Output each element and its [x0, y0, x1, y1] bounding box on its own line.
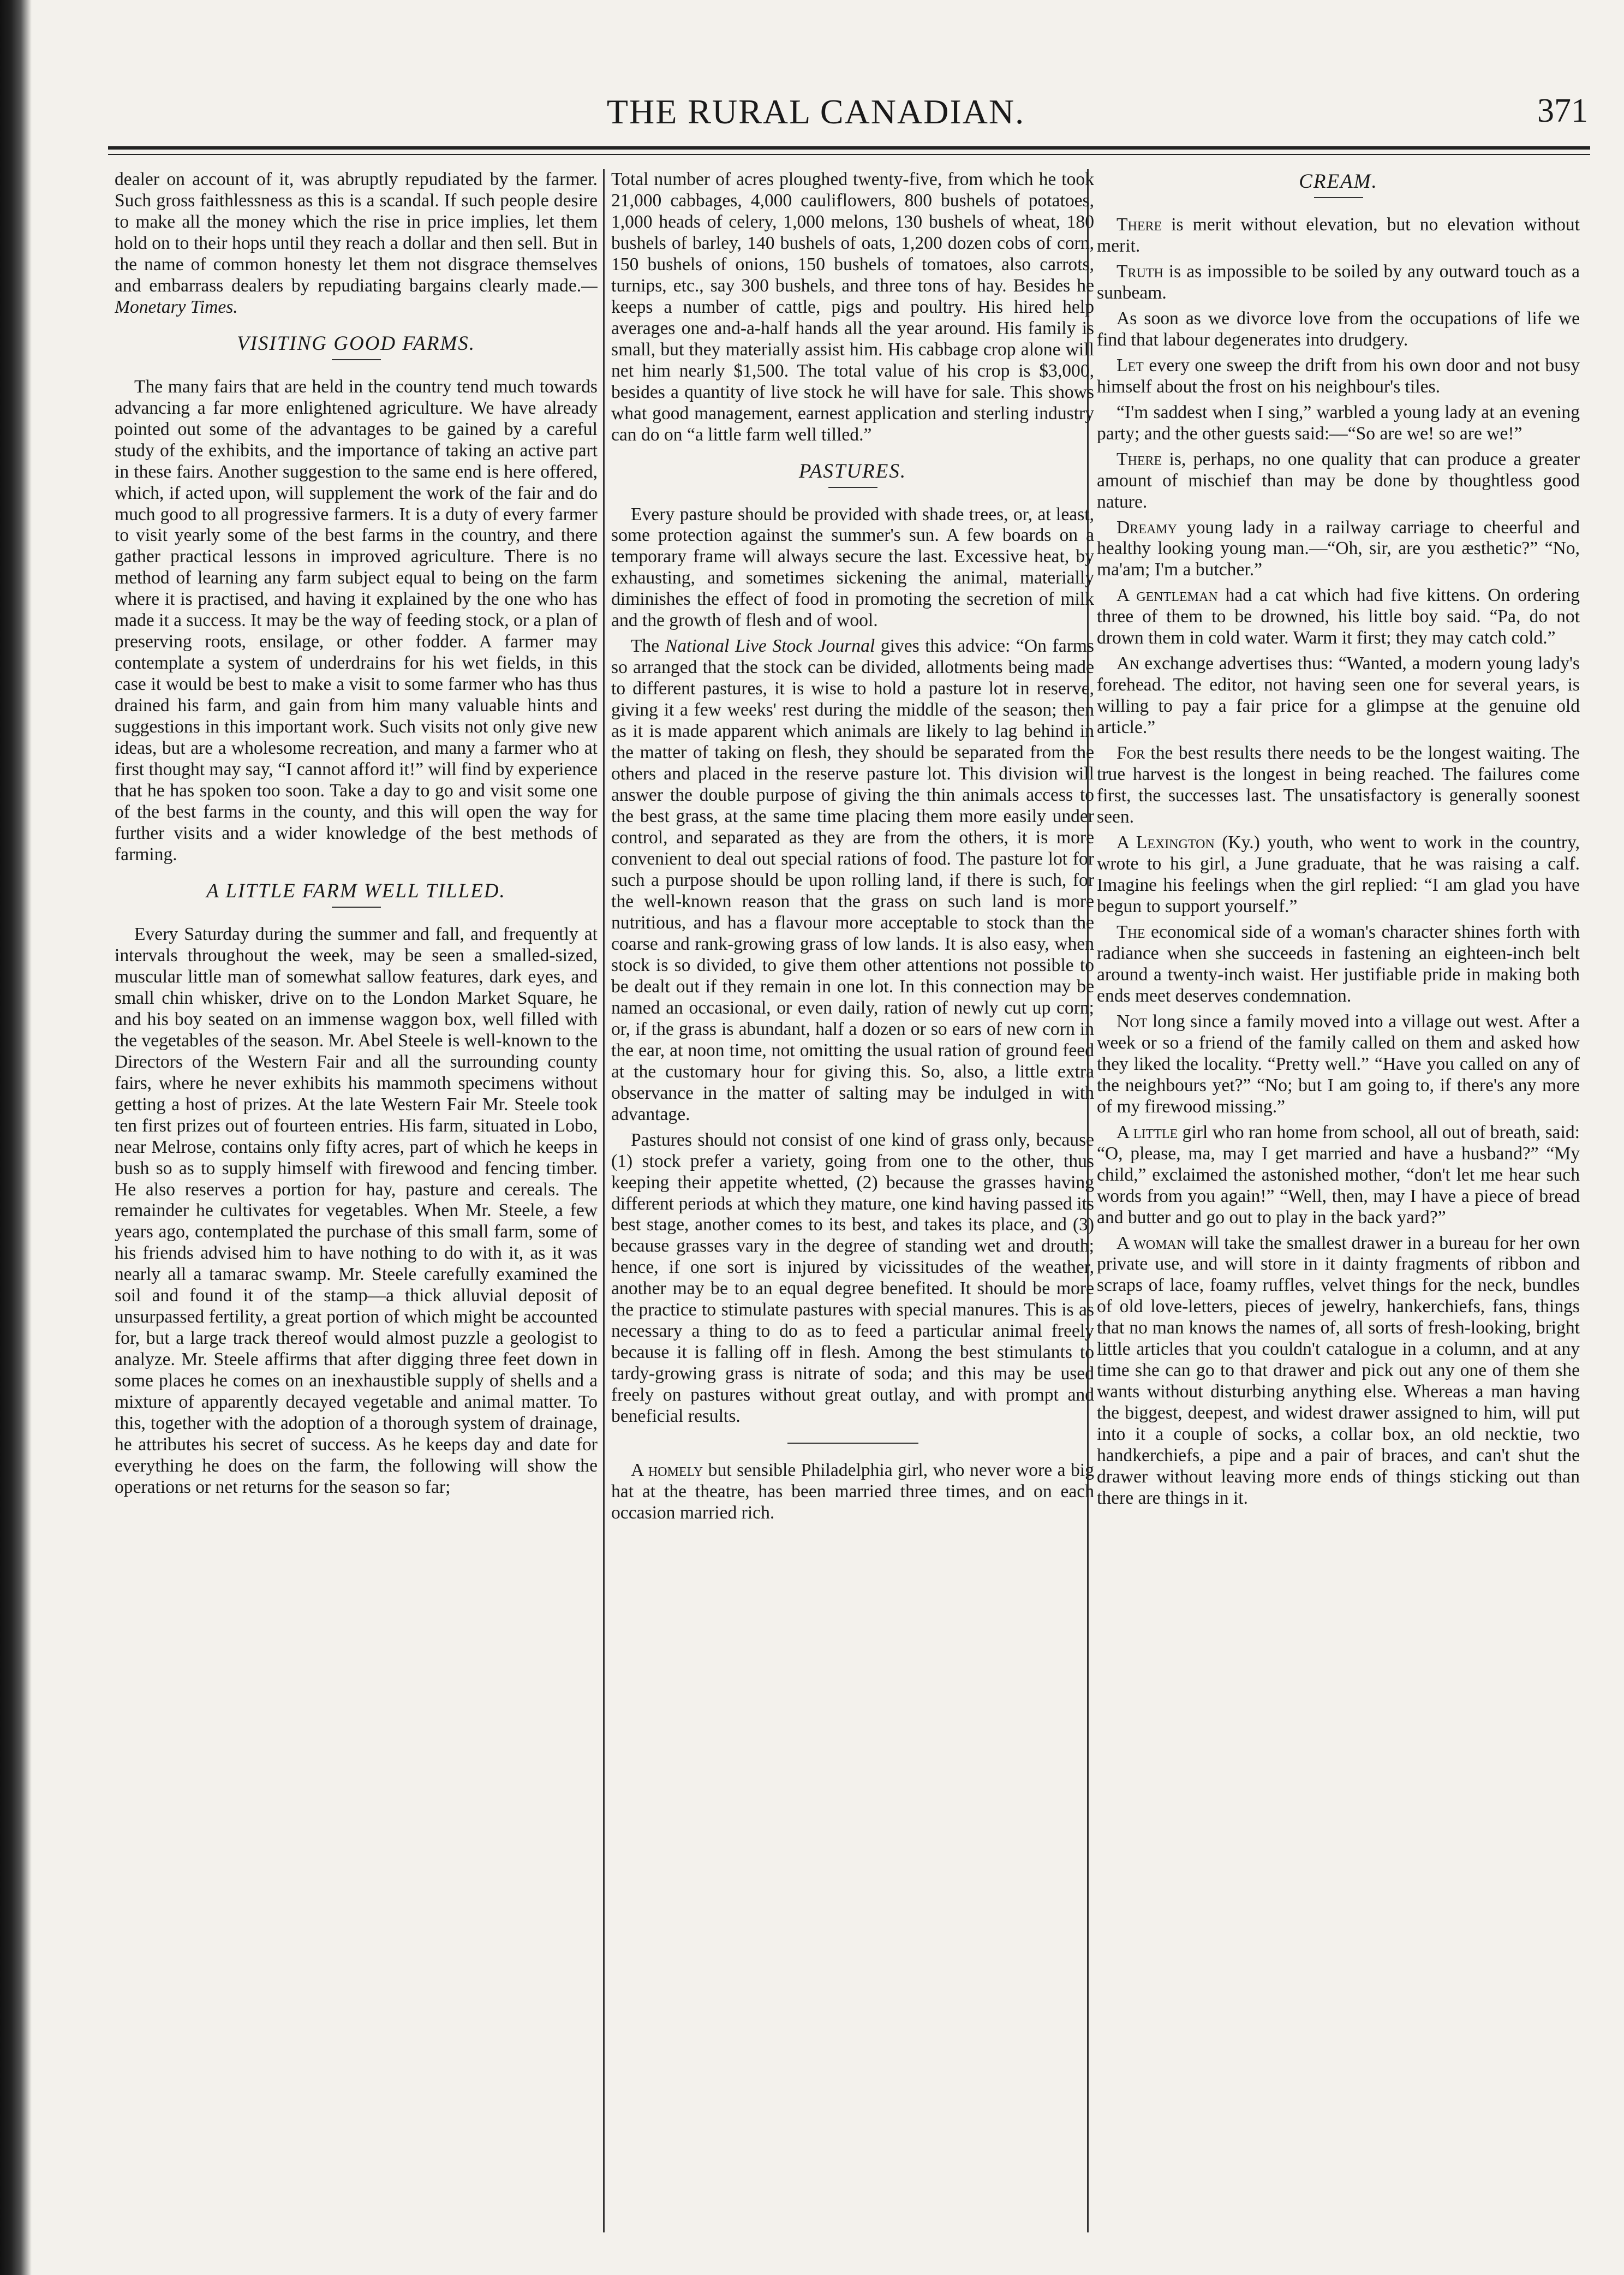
article-paragraph: Every Saturday during the summer and fall, and frequently at intervals throughout the week, may be seen a smalled-sized, muscular little man of somewhat sallow features, dark eyes, and small chin whisker, drive on to the London Market Square, he and his boy seated on an immense waggon box, well filled with the vegetables of the season. Mr. Abel Steele is well-known to the Directors of the Western Fair and all the surrounding county fairs, where he never exhibits his mammoth specimens without getting a host of prizes. At the late Western Fair Mr. Steele took ten first prizes out of fourteen entries. His farm, situated in Lobo, near Melrose, contains only fifty acres, part of which he keeps in bush so as to supply himself with firewood and fencing timber. He also reserves a portion for hay, pasture and cereals. The remainder he cultivates for vegetables. When Mr. Steele, a few years ago, contemplated the purchase of this small farm, some of his friends advised him to have nothing to do with it, as it was nearly all a tamarac swamp. Mr. Steele carefully examined the soil and found it of the stamp—a thick alluvial deposit of unsurpassed fertility, a great portion of which might be accounted for, but a large track thereof would almost puzzle a geologist to analyze. Mr. Steele affirms that after digging three feet down in some places he comes on an inexhaustible supply of shells and a mixture of apparently decayed vegetable and animal matter. To this, together with the adoption of a thorough system of drainage, he attributes his secret of success. As he keeps day and date for everything he does on the farm, the following will show the operations or net returns for the season so far;: [115, 924, 598, 1498]
lead-word: A homely: [631, 1460, 703, 1481]
paragraph-text: but sensible Philadelphia girl, who never wore a big hat at the theatre, has been married three times, and on each occasion married rich.: [611, 1460, 1094, 1523]
heading-rule: [1314, 197, 1363, 198]
cream-item: [1097, 653, 1580, 739]
paragraph-text: gives this advice: “On farms so arranged that the stock can be divided, allotments being made to different pastures, it is wise to hold a pasture lot in reserve, giving it a few weeks' rest during the middle of the season; then as it is made apparent which animals are likely to lag behind in the matter of taking on flesh, they should be separated from the others and placed in the reserve pasture lot. This division will answer the double purpose of giving the thin animals access to the best grass, at the same time placing them more easily under control, and separated as they are from the others, it is more convenient to deal out special rations of food. The pasture lot for such a purpose should be upon rolling land, if there is such, for the well-known reason that the grass on such land is more nutritious, and has a flavour more acceptable to stock than the coarse and rank-growing grass of low lands. It is also easy, when stock is so divided, to give them other attentions not possible to be dealt out if they remain in one lot. In this connection may be named an occasional, or even daily, ration of newly cut up corn; or, if the grass is abundant, half a dozen or so ears of new corn in the ear, at noon time, not omitting the usual ration of ground feed at the customary hour for giving this. So, also, a little extra observance in the matter of salting may be indulged in with advantage.: [611, 636, 1094, 1124]
lead-word: A woman: [1116, 1232, 1186, 1253]
cream-item: [1097, 1122, 1580, 1229]
lead-word: There: [1116, 214, 1162, 235]
cream-item: [1097, 449, 1580, 513]
lead-word: Dreamy: [1116, 517, 1177, 538]
heading-rule: [332, 907, 381, 908]
lead-word: The: [1116, 921, 1145, 942]
cream-item: [1097, 402, 1580, 445]
paragraph-text: “I'm saddest when I sing,” warbled a young lady at an evening party; and the other guests said:—“So are we! so are we!”: [1097, 402, 1580, 444]
section-rule: [787, 1443, 918, 1444]
article-paragraph: The many fairs that are held in the country tend much towards advancing a far more enlightened agriculture. We have already pointed out some of the advantages to be gained by a careful study of the exhibits, and the importance of taking an active part in these fairs. Another suggestion to the same end is here offered, which, if acted upon, will supplement the work of the fair and do much good to all progressive farmers. It is a duty of every farmer to visit yearly some of the best farms in the country, and there gather practical lessons in improved agriculture. There is no method of learning any farm subject equal to being on the farm where it is practised, and having it explained by the one who has made it a success. It may be the way of feeding stock, or a plan of preserving roots, ensilage, or other fodder. A farmer may contemplate a system of underdrains for his wet fields, in this case it would be best to make a visit to some farmer who has thus drained his farm, and gain from him many valuable hints and suggestions in this important work. Such visits not only give new ideas, but are a wholesome recreation, and many a farmer who at first thought may say, “I cannot afford it!” will find by experience that he has spoken too soon. Take a day to go and visit some one of the best farms in the county, and this will open the way for further visits and a wider knowledge of the best methods of farming.: [115, 376, 598, 865]
paragraph-text: long since a family moved into a village out west. After a week or so a friend of the family called on them and asked how they liked the locality. “Pretty well.” “Have you called on any of the neighbours yet?” “No; but I am going to, if there's any more of my firewood missing.”: [1097, 1011, 1580, 1117]
article-paragraph: [611, 636, 1094, 1125]
cream-items: [1097, 215, 1580, 1509]
scan-binding-edge: [0, 0, 32, 2275]
cream-item: [1097, 1011, 1580, 1118]
cream-item: [1097, 743, 1580, 828]
lead-word: For: [1116, 743, 1145, 764]
article-paragraph: [115, 169, 598, 318]
cream-item: [1097, 215, 1580, 257]
paragraph-text: (Ky.) youth, who went to work in the country, wrote to his girl, a June graduate, that he was raising a calf. Imagine his feelings when the girl replied: “I am glad you have begun to support yourself.”: [1097, 832, 1580, 916]
heading-visiting-good-farms: VISITING GOOD FARMS.: [236, 332, 476, 355]
lead-word: A little: [1116, 1122, 1178, 1142]
cream-item: [1097, 261, 1580, 304]
paragraph-text: girl who ran home from school, all out of breath, said: “O, please, ma, may I get married and have a husband?” “My child,” exclaimed the astonished mother, “don't let me hear such words from you again!” “Well, then, may I have a piece of bread and butter and go out to play in the back yard?”: [1097, 1122, 1580, 1228]
paragraph-text: is as impossible to be soiled by any outward touch as a sunbeam.: [1097, 261, 1580, 303]
lead-word: Not: [1116, 1011, 1148, 1032]
article-paragraph: [611, 1460, 1094, 1524]
journal-title: National Live Stock Journal: [665, 636, 875, 657]
cream-item: [1097, 1233, 1580, 1510]
column-2: [611, 169, 1094, 1528]
paragraph-text: had a cat which had five kittens. On ordering three of them to be drowned, his little boy said. “Pa, do not drown them in cold water. Warm it first; they may catch cold.”: [1097, 585, 1580, 648]
heading-rule: [332, 359, 381, 360]
paragraph-text: is merit without elevation, but no elevation without merit.: [1097, 214, 1580, 256]
paragraph-text: will take the smallest drawer in a bureau for her own private use, and will store in it dainty fragments of ribbon and scraps of lace, foamy ruffles, velvet things for the neck, bundles of old love-letters, pieces of jewelry, hankerchiefs, fans, things that no man knows the names of, all sorts of fresh-looking, bright little articles that you couldn't catalogue in a column, and at any time she can go to that drawer and pick out any one of them she wants without disturbing anything else. Whereas a man having the biggest, deepest, and widest drawer assigned to him, will put into it a couple of socks, a collar box, an old necktie, two handkerchiefs, a pipe and a pair of braces, and can't shut the drawer without leaving more ends of things sticking out than there are things in it.: [1097, 1232, 1580, 1509]
lead-word: A gentleman: [1116, 585, 1218, 606]
column-1: [115, 169, 598, 1503]
source-credit: —Monetary Times.: [115, 275, 598, 317]
header-rule: [108, 146, 1590, 150]
lead-word: There: [1116, 449, 1162, 469]
cream-item: [1097, 355, 1580, 398]
lead-word: Let: [1116, 355, 1144, 376]
article-paragraph: Every pasture should be provided with shade trees, or, at least, some protection against the summer's sun. A few boards on a temporary frame will always secure the last. Excessive heat, by exhausting, and sometimes sickening the animal, materially diminishes the effect of food in promoting the secretion of milk and the growth of flesh and of wool.: [611, 504, 1094, 631]
article-paragraph: Total number of acres ploughed twenty-five, from which he took 21,000 cabbages, 4,000 cauliflowers, 800 bushels of potatoes, 1,000 heads of celery, 1,000 melons, 130 bushels of wheat, 180 bushels of barley, 140 bushels of oats, 1,200 dozen cobs of corn, 150 bushels of onions, 150 bushels of tomatoes, also carrots, turnips, etc., say 300 bushels, and three tons of hay. Besides he keeps a number of cattle, pigs and poultry. His hired help averages one and-a-half hands all the year around. His family is small, but they materially assist him. His cabbage crop alone will net him nearly $1,500. The total value of his crop is $3,000, besides a quantity of live stock he will have for sale. This shows what good management, earnest application and sterling industry can do on “a little farm well tilled.”: [611, 169, 1094, 445]
paragraph-text: dealer on account of it, was abruptly repudiated by the farmer. Such gross faithlessness as this is a scandal. If such people desire to make all the money which the rise in price implies, let them hold on to their hops until they reach a dollar and then sell. But in the name of common honesty let them not disgrace themselves and embarrass dealers by repudiating bargains clearly made.: [115, 169, 598, 296]
heading-pastures: PASTURES.: [798, 460, 907, 483]
lead-word: An: [1116, 653, 1139, 674]
cream-item: [1097, 517, 1580, 581]
cream-item: [1097, 585, 1580, 649]
paragraph-text: economical side of a woman's character shines forth with radiance when she succeeds in fastening an eighteen-inch belt around a twenty-inch waist. Her justifiable pride in making both ends meet deserves condemnation.: [1097, 921, 1580, 1006]
column-divider: [603, 169, 605, 2232]
paragraph-text: every one sweep the drift from his own door and not busy himself about the frost on his neighbour's tiles.: [1097, 355, 1580, 397]
paragraph-text: young lady in a railway carriage to cheerful and healthy looking young man.—“Oh, sir, are you æsthetic?” “No, ma'am; I'm a butcher.”: [1097, 517, 1580, 580]
article-paragraph: Pastures should not consist of one kind of grass only, because (1) stock prefer a variety, going from one to the other, thus keeping their appetite whetted, (2) because the grasses having different periods at which they mature, one kind having passed its best stage, another comes to its best, and takes its place, and (3) because grasses vary in the degree of standing wet and drouth; hence, if one sort is injured by vicissitudes of the weather, another may be to an equal degree benefited. It should be more the practice to stimulate pastures with special manures. This is as necessary a thing to do as to feed a particular animal freely because it is falling off in flesh. Among the best stimulants to tardy-growing grass is nitrate of soda; and this may be used freely on pastures without great outlay, and with prompt and beneficial results.: [611, 1129, 1094, 1427]
lead-word: A Lexington: [1116, 832, 1215, 853]
header-rule-thin: [108, 154, 1590, 155]
page-header: [44, 92, 1588, 152]
running-title: THE RURAL CANADIAN.: [606, 92, 1025, 131]
cream-item: [1097, 922, 1580, 1007]
cream-item: [1097, 308, 1580, 351]
lead-word: Truth: [1116, 261, 1163, 282]
page-number: 371: [1537, 92, 1588, 129]
paragraph-text: is, perhaps, no one quality that can produce a greater amount of mischief than may be done by thoughtless good nature.: [1097, 449, 1580, 512]
heading-rule: [828, 487, 877, 488]
paragraph-text: The: [631, 636, 665, 657]
heading-little-farm: A LITTLE FARM WELL TILLED.: [206, 879, 506, 902]
paragraph-text: the best results there needs to be the longest waiting. The true harvest is the longest in being reached. The failures come first, the successes last. The unsatisfactory is generally soonest seen.: [1097, 743, 1580, 827]
cream-item: [1097, 832, 1580, 918]
column-3: [1097, 169, 1580, 1514]
paragraph-text: As soon as we divorce love from the occupations of life we find that labour degenerates into drudgery.: [1097, 308, 1580, 350]
heading-cream: CREAM.: [1299, 170, 1378, 193]
paragraph-text: exchange advertises thus: “Wanted, a modern young lady's forehead. The editor, not having seen one for several years, is willing to pay a fair price for a glimpse at the genuine old article.”: [1097, 653, 1580, 738]
